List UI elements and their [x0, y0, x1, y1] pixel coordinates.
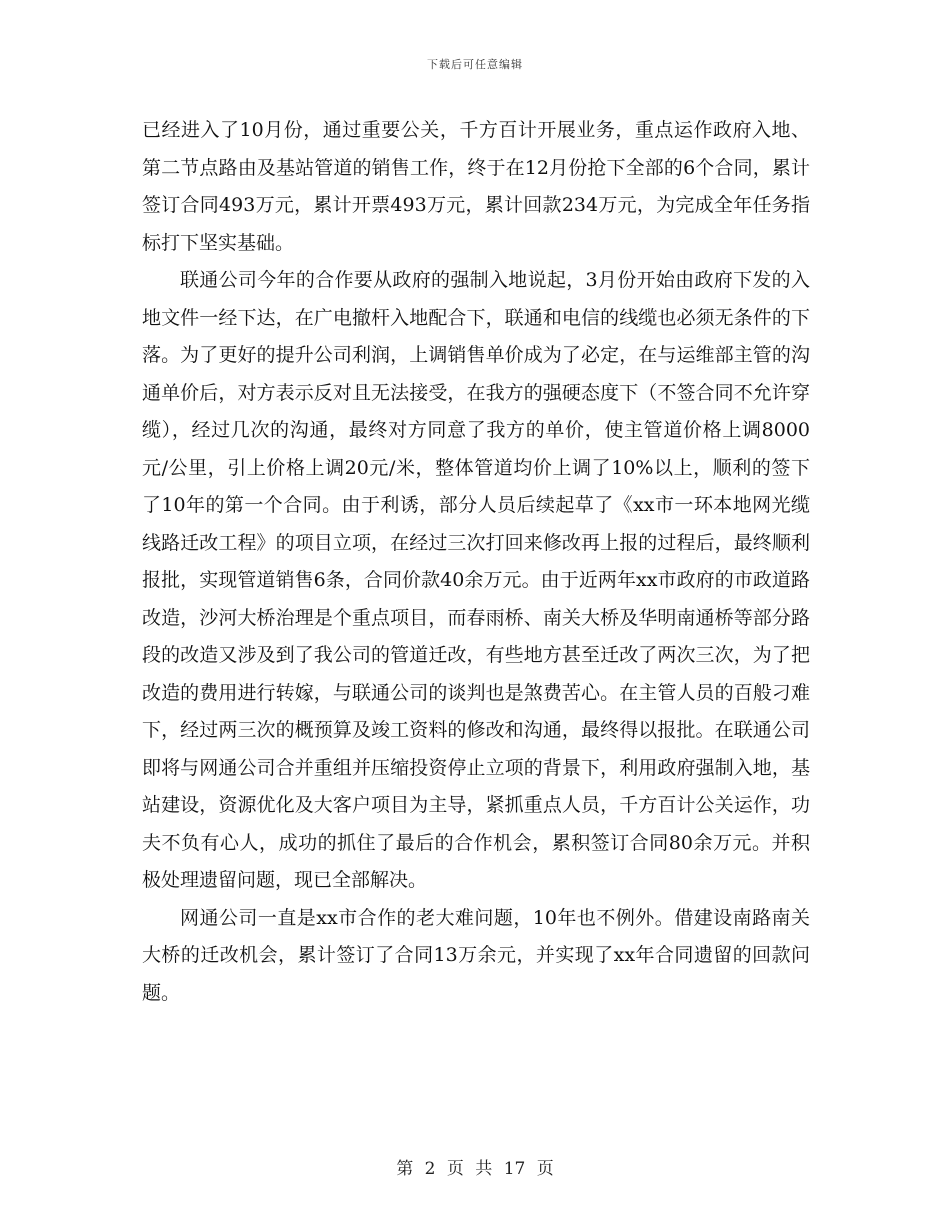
paragraph-2: 联通公司今年的合作要从政府的强制入地说起，3月份开始由政府下发的入地文件一经下达，在广电撤杆入地配合下，联通和电信的线缆也必须无条件的下落。为了更好的提升公司利润，上调销售单价成为了必定，在与运维部主管的沟通单价后，对方表示反对且无法接受，在我方的强硬态度下（不签合同不允许穿缆），经过几次的沟通，最终对方同意了我方的单价，使主管道价格上调8000元/公里，引上价格上调20元/米，整体管道均价上调了10%以上，顺利的签下了10年的第一个合同。由于利诱，部分人员后续起草了《xx市一环本地网光缆线路迁改工程》的项目立项，在经过三次打回来修改再上报的过程后，最终顺利报批，实现管道销售6条，合同价款40余万元。由于近两年xx市政府的市政道路改造，沙河大桥治理是个重点项目，而春雨桥、南关大桥及华明南通桥等部分路段的改造又涉及到了我公司的管道迁改，有些地方甚至迁改了两次三次，为了把改造的费用进行转嫁，与联通公司的谈判也是煞费苦心。在主管人员的百般刁难下，经过两三次的概预算及竣工资料的修改和沟通，最终得以报批。在联通公司即将与网通公司合并重组并压缩投资停止立项的背景下，利用政府强制入地，基站建设，资源优化及大客户项目为主导，紧抓重点人员，千方百计公关运作，功夫不负有心人，成功的抓住了最后的合作机会，累积签订合同80余万元。并积极处理遗留问题，现已全部解决。	[142, 269, 810, 891]
page-header-note: 下载后可任意编辑	[427, 58, 523, 71]
paragraph-1: 已经进入了10月份，通过重要公关，千方百计开展业务，重点运作政府入地、第二节点路由及基站管道的销售工作，终于在12月份抢下全部的6个合同，累计签订合同493万元，累计开票493万元，累计回款234万元，为完成全年任务指标打下坚实基础。	[142, 119, 810, 254]
document-body	[142, 112, 810, 1012]
paragraph-3: 网通公司一直是xx市合作的老大难问题，10年也不例外。借建设南路南关大桥的迁改机会，累计签订了合同13万余元，并实现了xx年合同遗留的回款问题。	[142, 906, 810, 1004]
page-number-footer: 第 2 页 共 17 页	[396, 1159, 554, 1179]
